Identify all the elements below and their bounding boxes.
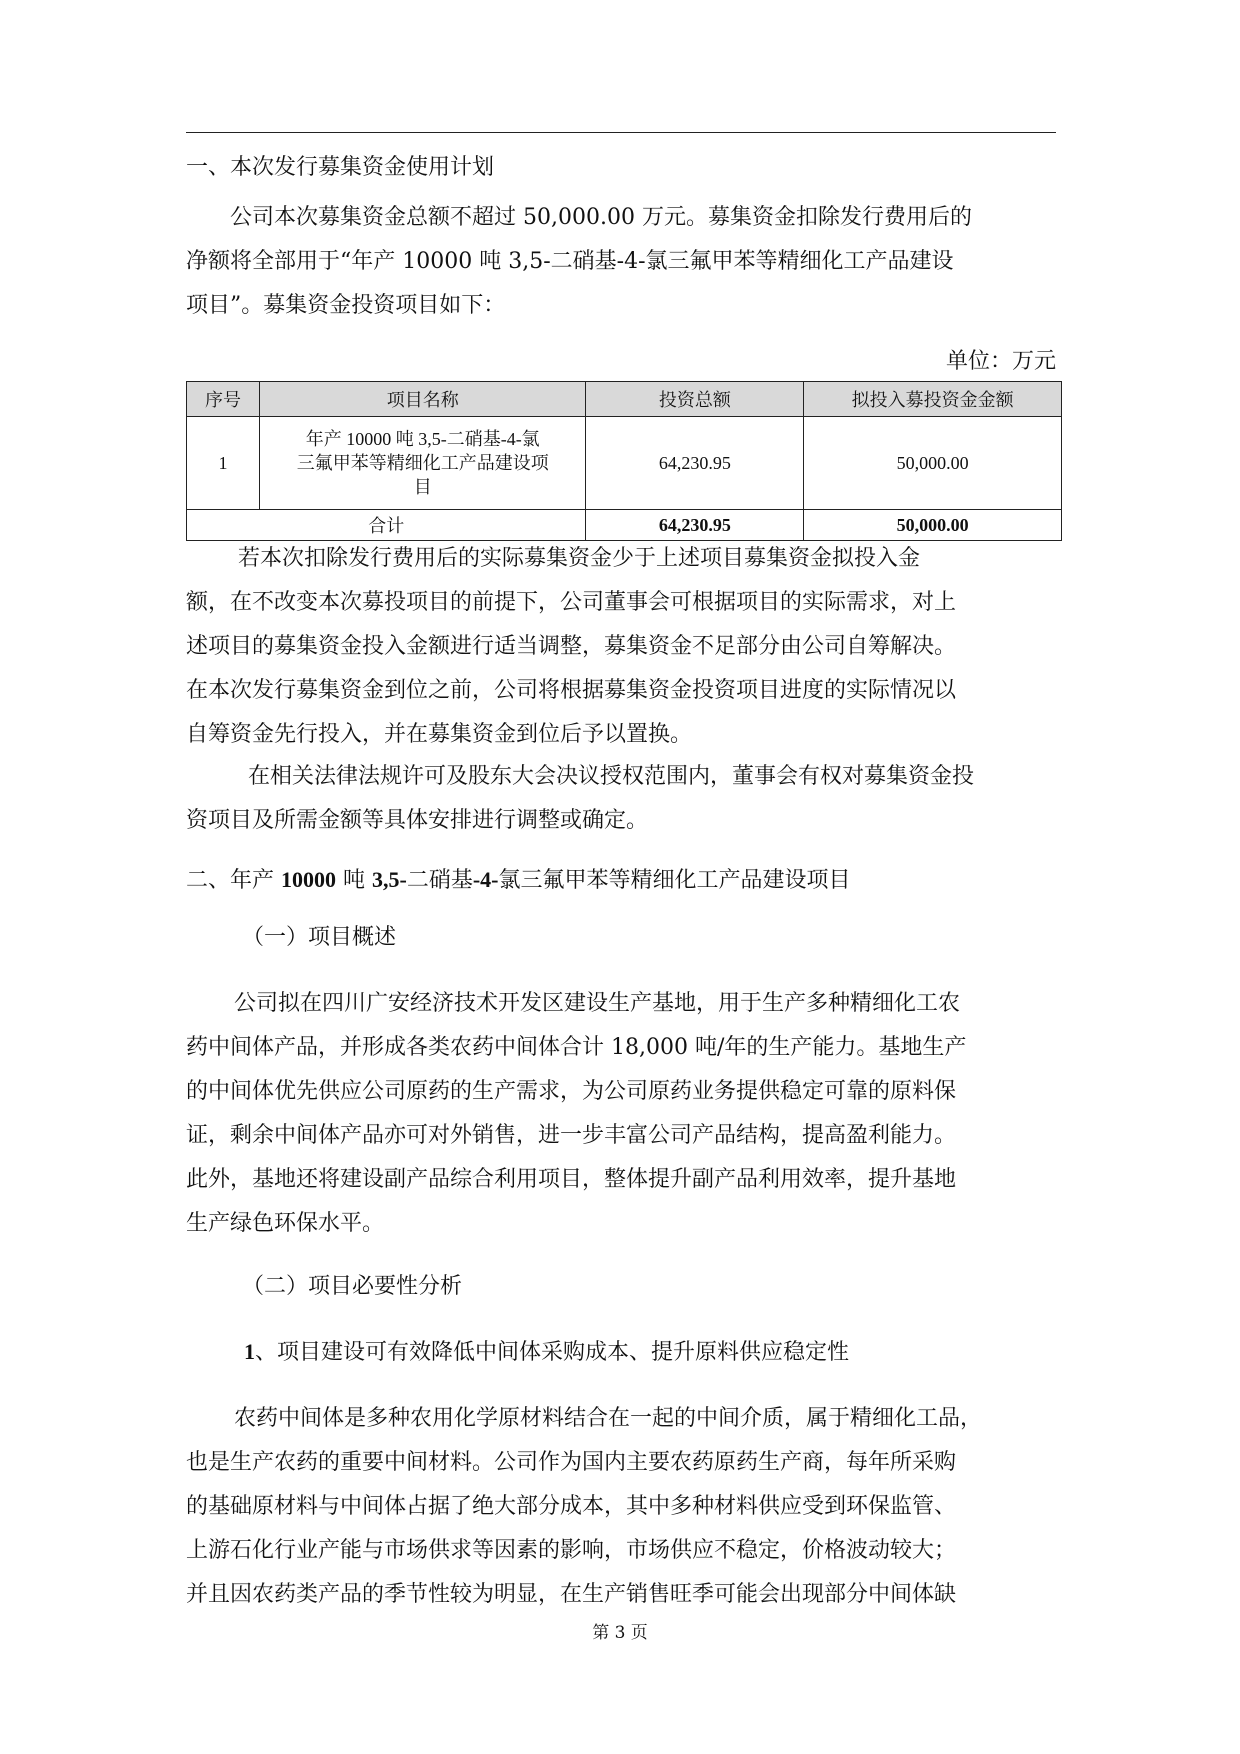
name-line: 目 bbox=[413, 477, 432, 497]
table-total-row bbox=[187, 510, 1062, 541]
cell-raised-sum: 50,000.00 bbox=[804, 510, 1062, 541]
para-line: 的中间体优先供应公司原药的生产需求，为公司原药业务提供稳定可靠的原料保 bbox=[186, 1079, 957, 1104]
para-line: 生产绿色环保水平。 bbox=[186, 1211, 385, 1236]
cell-total-sum: 64,230.95 bbox=[586, 510, 804, 541]
col-header-total: 投资总额 bbox=[586, 382, 804, 417]
heading-part: 二硝基 bbox=[406, 868, 473, 893]
para-line: 的基础原材料与中间体占据了绝大部分成本，其中多种材料供应受到环保监管、 bbox=[186, 1494, 957, 1519]
heading-part-bold: -4- bbox=[472, 867, 499, 892]
col-header-raised: 拟投入募投资金金额 bbox=[804, 382, 1062, 417]
para-line: 农药中间体是多种农用化学原材料结合在一起的中间介质，属于精细化工品， bbox=[234, 1406, 983, 1431]
point-number: 1 bbox=[244, 1339, 255, 1364]
section2-point1 bbox=[186, 1330, 1114, 1375]
point-text: 、项目建设可有效降低中间体采购成本、提升原料供应稳定性 bbox=[255, 1340, 850, 1365]
para-line: 药中间体产品，并形成各类农药中间体合计 18,000 吨/年的生产能力。基地生产 bbox=[186, 1035, 967, 1060]
para-line: 项目”。募集资金投资项目如下： bbox=[186, 293, 506, 318]
heading-part: 氯三氟甲苯等精细化工产品建设项目 bbox=[498, 868, 851, 893]
para-line: 在相关法律法规许可及股东大会决议授权范围内，董事会有权对募集资金投 bbox=[248, 764, 975, 789]
col-header-name: 项目名称 bbox=[259, 382, 586, 417]
cell-project-name bbox=[259, 417, 586, 510]
cell-total: 64,230.95 bbox=[586, 417, 804, 510]
cell-index: 1 bbox=[187, 417, 260, 510]
para-line: 并且因农药类产品的季节性较为明显，在生产销售旺季可能会出现部分中间体缺 bbox=[186, 1582, 957, 1607]
page-number: 第 3 页 bbox=[592, 1623, 648, 1643]
section1-para2 bbox=[186, 537, 1056, 757]
para-line: 在本次发行募集资金到位之前，公司将根据募集资金投资项目进度的实际情况以 bbox=[186, 678, 957, 703]
table-header-row bbox=[187, 382, 1062, 417]
section1-para3 bbox=[186, 755, 1056, 843]
col-header-index: 序号 bbox=[187, 382, 260, 417]
para-line: 公司本次募集资金总额不超过 50,000.00 万元。募集资金扣除发行费用后的 bbox=[230, 205, 972, 230]
section2-heading bbox=[186, 858, 1056, 903]
heading-part: 二、年产 bbox=[186, 868, 281, 893]
para-line: 资项目及所需金额等具体安排进行调整或确定。 bbox=[186, 808, 649, 833]
section2-sub2: （二）项目必要性分析 bbox=[242, 1274, 463, 1299]
unit-label: 单位：万元 bbox=[945, 349, 1056, 374]
para-line: 此外，基地还将建设副产品综合利用项目，整体提升副产品利用效率，提升基地 bbox=[186, 1167, 957, 1192]
name-line: 三氟甲苯等精细化工产品建设项 bbox=[296, 453, 549, 473]
section2-para2 bbox=[186, 1397, 1056, 1617]
cell-total-label: 合计 bbox=[187, 510, 586, 541]
para-line: 公司拟在四川广安经济技术开发区建设生产基地，用于生产多种精细化工农 bbox=[234, 991, 961, 1016]
header-rule bbox=[186, 132, 1056, 133]
para-line: 证，剩余中间体产品亦可对外销售，进一步丰富公司产品结构，提高盈利能力。 bbox=[186, 1123, 957, 1148]
para-line: 上游石化行业产能与市场供求等因素的影响，市场供应不稳定，价格波动较大； bbox=[186, 1538, 957, 1563]
section1-heading: 一、本次发行募集资金使用计划 bbox=[186, 155, 495, 180]
cell-raised: 50,000.00 bbox=[804, 417, 1062, 510]
para-line: 净额将全部用于“年产 10000 吨 3,5-二硝基-4-氯三氟甲苯等精细化工产品建设 bbox=[186, 249, 954, 274]
para-line: 也是生产农药的重要中间材料。公司作为国内主要农药原药生产商，每年所采购 bbox=[186, 1450, 957, 1475]
para-line: 自筹资金先行投入，并在募集资金到位后予以置换。 bbox=[186, 722, 693, 747]
para-line: 述项目的募集资金投入金额进行适当调整，募集资金不足部分由公司自筹解决。 bbox=[186, 634, 957, 659]
heading-part: 吨 bbox=[336, 868, 372, 893]
heading-part-bold: 10000 bbox=[281, 867, 336, 892]
section1-para1 bbox=[186, 196, 1056, 328]
table-row bbox=[187, 417, 1062, 510]
section2-sub1: （一）项目概述 bbox=[242, 925, 397, 950]
name-line: 年产 10000 吨 3,5-二硝基-4-氯 bbox=[305, 429, 540, 449]
para-line: 额，在不改变本次募投项目的前提下，公司董事会可根据项目的实际需求，对上 bbox=[186, 590, 957, 615]
heading-part-bold: 3,5- bbox=[372, 867, 407, 892]
para-line: 若本次扣除发行费用后的实际募集资金少于上述项目募集资金拟投入金 bbox=[238, 546, 921, 571]
section2-para1 bbox=[186, 982, 1056, 1246]
fund-usage-table bbox=[186, 381, 1062, 541]
